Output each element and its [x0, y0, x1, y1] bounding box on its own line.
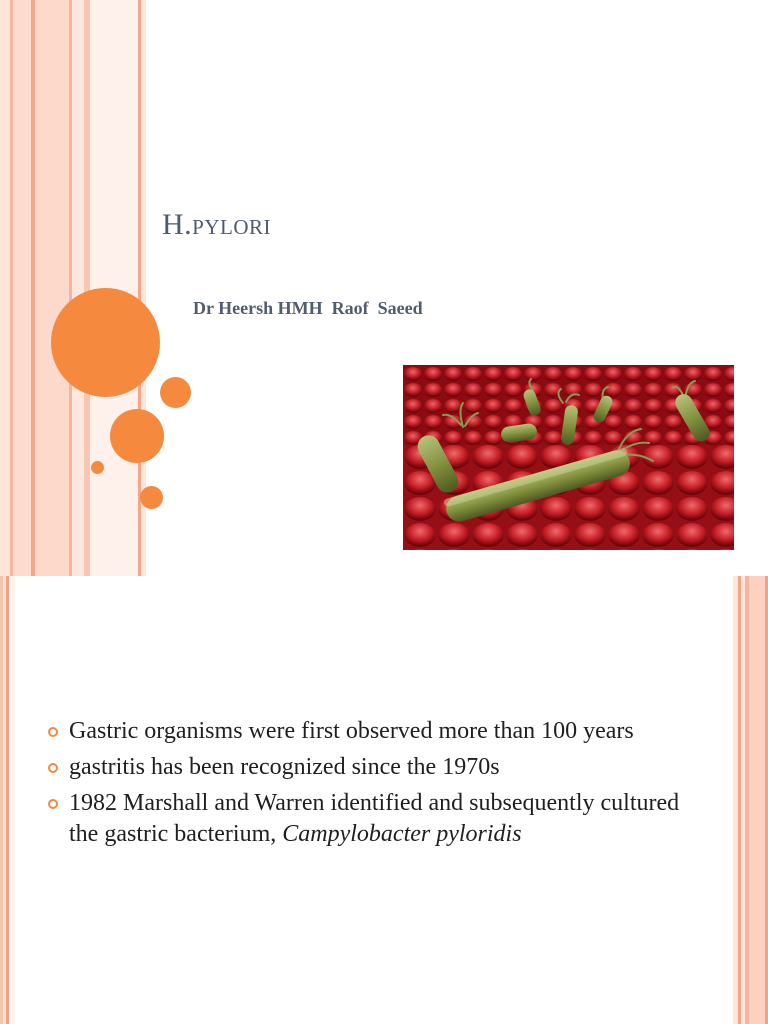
decor-circle-large: [51, 288, 160, 397]
decor-stripe: [749, 576, 765, 1024]
decor-stripe: [0, 0, 10, 576]
decor-stripe: [13, 0, 31, 576]
decor-circle-medium: [110, 409, 164, 463]
list-item: [48, 788, 688, 850]
slide-title: [162, 208, 271, 242]
bullet-text: 1982 Marshall and Warren identified and subsequently cultured the gastric bacterium: [69, 790, 680, 847]
bullet-ring-icon: [48, 799, 58, 809]
decor-circle-tiny: [91, 461, 104, 474]
title-initial: H.: [162, 208, 193, 241]
decor-circle-small: [140, 486, 163, 509]
decor-stripe: [35, 0, 69, 576]
slide-subtitle: Dr Heersh HMH Raof Saeed: [193, 298, 423, 318]
decor-circle-small: [160, 377, 191, 408]
bullet-ring-icon: [48, 763, 58, 773]
decor-stripe: [72, 0, 84, 576]
bullet-text: gastritis has been recognized since the 1970s: [69, 754, 500, 780]
bullet-ring-icon: [48, 727, 58, 737]
bullet-italic-text: Campylobacter pyloridis: [282, 821, 522, 847]
bullet-list: [48, 716, 688, 855]
list-item: [48, 716, 688, 747]
bullet-text: Gastric organisms were first observed more than 100 years: [69, 718, 634, 744]
content-slide: [0, 576, 768, 1024]
bacteria-illustration: [403, 365, 734, 550]
title-rest: pylori: [192, 208, 272, 241]
list-item: [48, 752, 688, 783]
bullet-separator: ,: [270, 821, 283, 847]
decor-stripe: [9, 576, 15, 1024]
